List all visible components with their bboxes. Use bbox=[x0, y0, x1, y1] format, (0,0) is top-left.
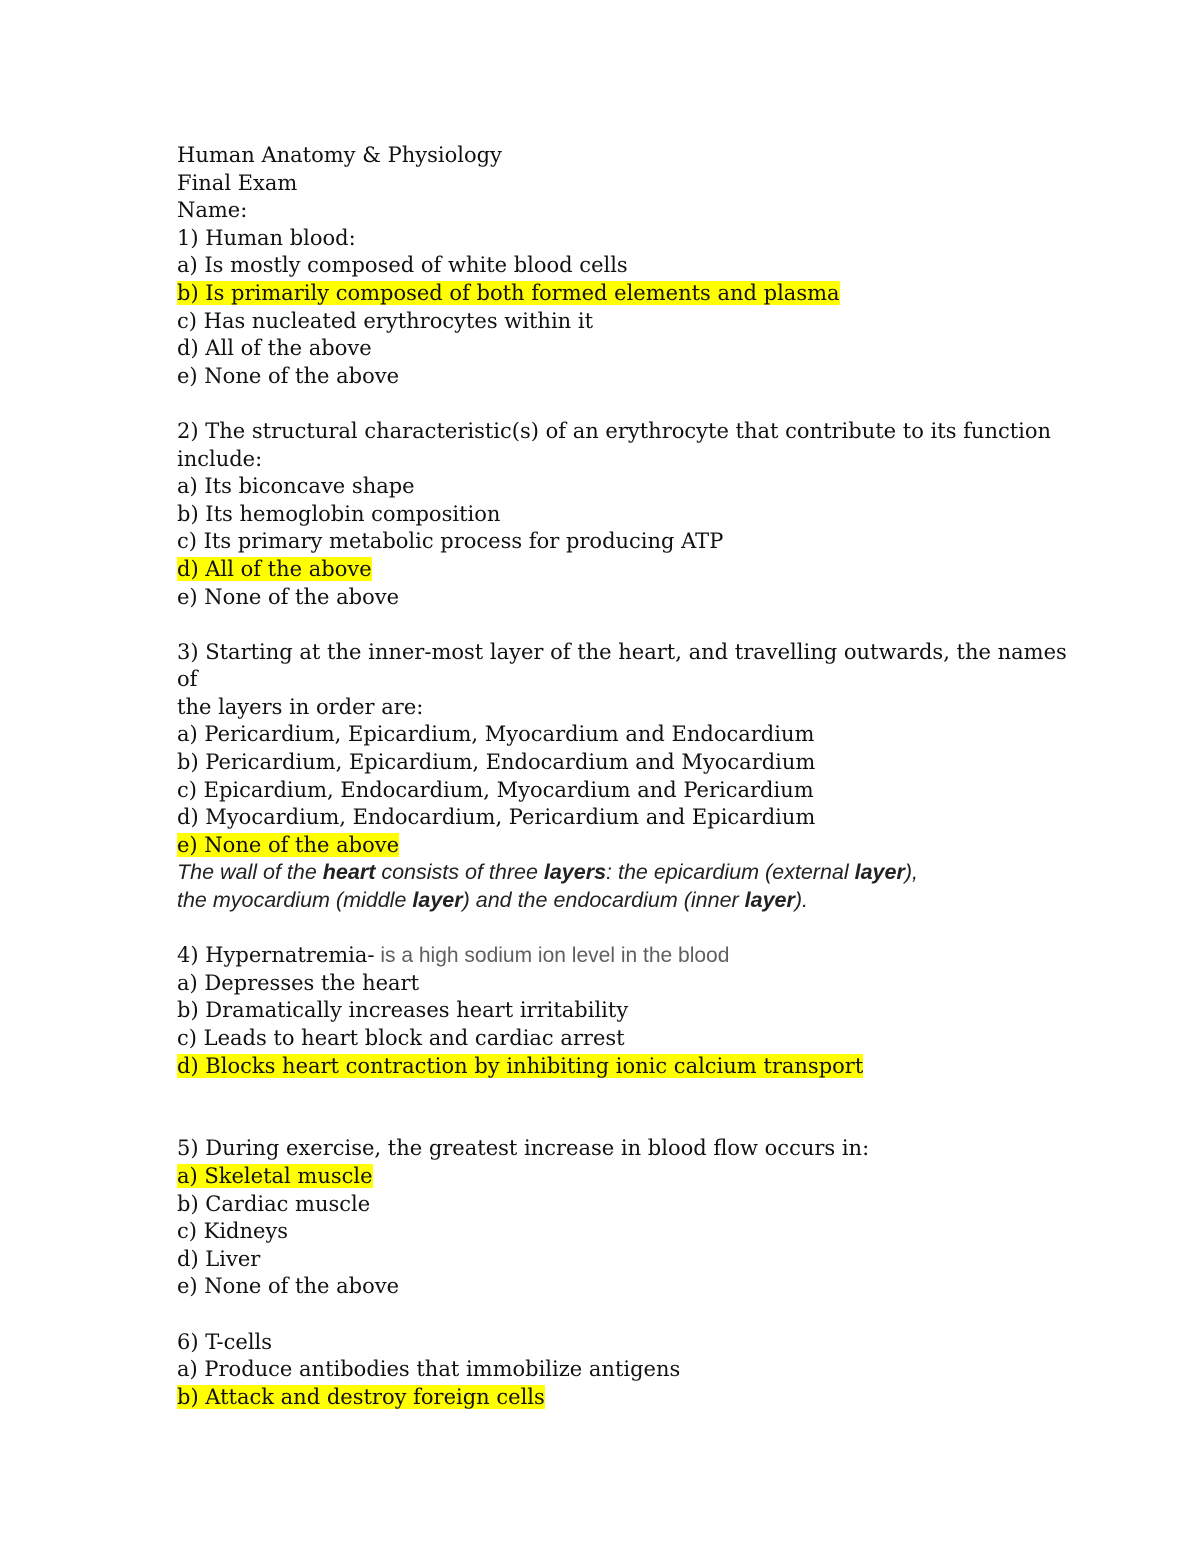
question-1-option-e: e) None of the above bbox=[177, 363, 399, 388]
question-3-option-d: d) Myocardium, Endocardium, Pericardium and Epicardium bbox=[177, 805, 816, 830]
question-1-option-a: a) Is mostly composed of white blood cells bbox=[177, 253, 628, 278]
question-3-option-c: c) Epicardium, Endocardium, Myocardium and Pericardium bbox=[177, 777, 814, 802]
question-2-option-d bbox=[177, 556, 1037, 584]
question-3 bbox=[177, 639, 1067, 915]
question-2-stem-line-2: include: bbox=[177, 446, 263, 471]
highlighted-answer: b) Attack and destroy foreign cells bbox=[177, 1384, 545, 1409]
question-2-stem-line-1: 2) The structural characteristic(s) of an erythrocyte that contribute to its function bbox=[177, 418, 1052, 443]
question-6-option-b bbox=[177, 1384, 1037, 1412]
question-1-option-d: d) All of the above bbox=[177, 336, 372, 361]
document-body bbox=[177, 142, 1067, 1411]
question-3-stem-line-1: 3) Starting at the inner-most layer of the heart, and travelling outwards, the names bbox=[177, 639, 1067, 664]
question-3-option-a: a) Pericardium, Epicardium, Myocardium and Endocardium bbox=[177, 722, 815, 747]
spacer bbox=[177, 1301, 1037, 1329]
spacer bbox=[177, 1080, 1037, 1135]
highlighted-answer: a) Skeletal muscle bbox=[177, 1163, 373, 1188]
question-5-option-c: c) Kidneys bbox=[177, 1219, 289, 1244]
question-5-option-a bbox=[177, 1163, 1037, 1191]
question-3-option-b: b) Pericardium, Epicardium, Endocardium and Myocardium bbox=[177, 750, 816, 775]
question-1 bbox=[177, 225, 1037, 391]
question-5-stem: 5) During exercise, the greatest increase in blood flow occurs in: bbox=[177, 1136, 870, 1161]
name-label: Name: bbox=[177, 198, 248, 223]
exam-title: Final Exam bbox=[177, 170, 298, 195]
question-1-stem: 1) Human blood: bbox=[177, 225, 356, 250]
spacer bbox=[177, 611, 1037, 639]
question-6-option-a: a) Produce antibodies that immobilize antigens bbox=[177, 1357, 681, 1382]
question-4 bbox=[177, 942, 1037, 1080]
question-6-stem: 6) T-cells bbox=[177, 1329, 273, 1354]
highlighted-answer: d) All of the above bbox=[177, 556, 372, 581]
question-2-option-c: c) Its primary metabolic process for producing ATP bbox=[177, 529, 724, 554]
highlighted-answer: d) Blocks heart contraction by inhibiting ionic calcium transport bbox=[177, 1053, 864, 1078]
question-4-option-d bbox=[177, 1053, 1037, 1081]
question-1-option-c: c) Has nucleated erythrocytes within it bbox=[177, 308, 594, 333]
question-1-option-b bbox=[177, 280, 1037, 308]
question-4-option-a: a) Depresses the heart bbox=[177, 970, 420, 995]
question-5-option-e: e) None of the above bbox=[177, 1274, 399, 1299]
question-3-explanation-line-2: the myocardium (middle layer) and the endocardium (inner layer). bbox=[177, 888, 809, 913]
question-3-explanation-line-1: The wall of the heart consists of three layers: the epicardium (external layer), bbox=[177, 860, 918, 885]
question-4-definition: is a high sodium ion level in the blood bbox=[374, 944, 730, 968]
question-5-option-b: b) Cardiac muscle bbox=[177, 1191, 371, 1216]
question-2 bbox=[177, 418, 1052, 611]
question-2-option-e: e) None of the above bbox=[177, 584, 399, 609]
spacer bbox=[177, 390, 1037, 418]
question-3-option-e bbox=[177, 832, 1037, 860]
question-5 bbox=[177, 1135, 1037, 1301]
question-6 bbox=[177, 1329, 1037, 1412]
question-4-option-c: c) Leads to heart block and cardiac arrest bbox=[177, 1026, 625, 1050]
spacer bbox=[177, 915, 1037, 943]
course-title: Human Anatomy & Physiology bbox=[177, 143, 502, 167]
question-4-stem: 4) Hypernatremia- is a high sodium ion level in the blood bbox=[177, 943, 730, 968]
question-4-option-b: b) Dramatically increases heart irritability bbox=[177, 998, 629, 1023]
question-3-stem-line-3: the layers in order are: bbox=[177, 694, 424, 719]
highlighted-answer: b) Is primarily composed of both formed elements and plasma bbox=[177, 280, 840, 305]
question-5-option-d: d) Liver bbox=[177, 1246, 261, 1271]
highlighted-answer: e) None of the above bbox=[177, 832, 399, 857]
question-3-stem-line-2: of bbox=[177, 667, 198, 692]
question-2-option-a: a) Its biconcave shape bbox=[177, 474, 415, 499]
question-2-option-b: b) Its hemoglobin composition bbox=[177, 501, 501, 526]
